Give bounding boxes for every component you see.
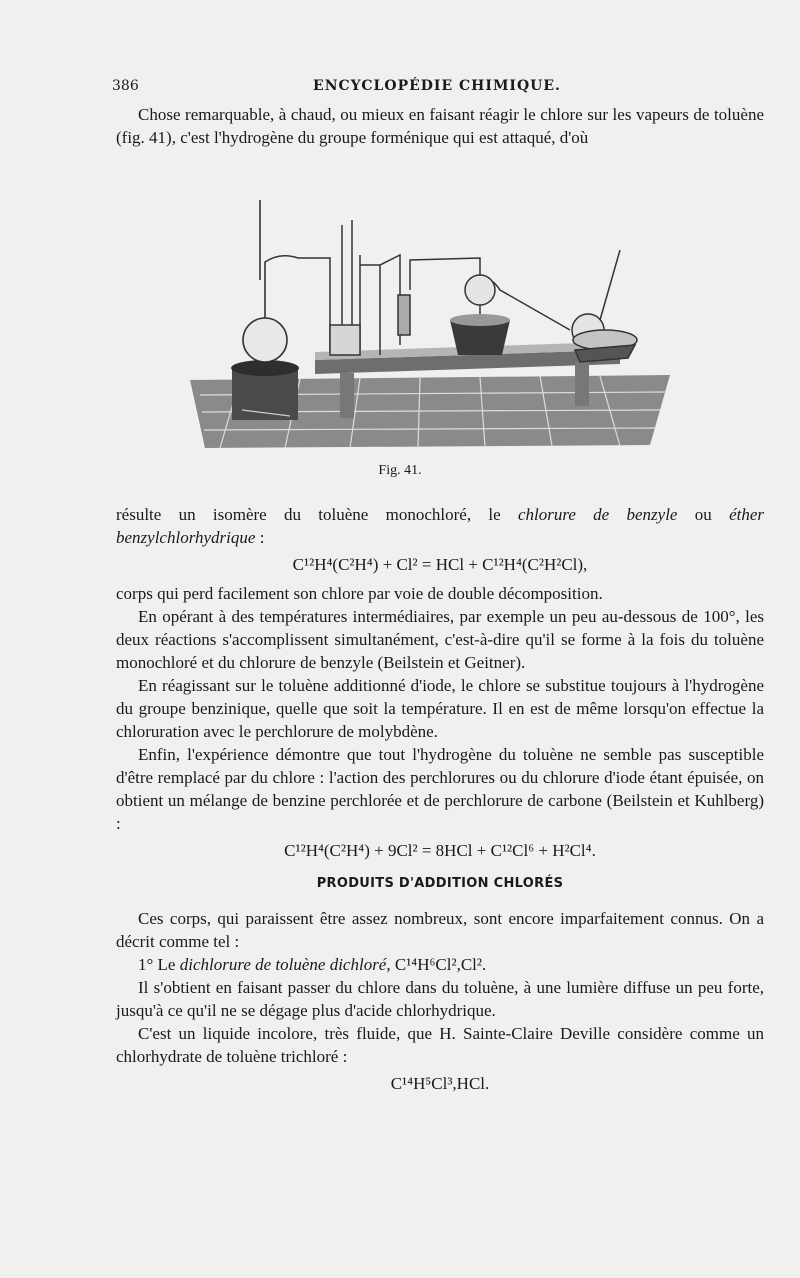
page-number: 386 — [112, 78, 139, 94]
formula-2: C¹²H⁴(C²H⁴) + 9Cl² = 8HCl + C¹²Cl⁶ + H²Cl⁴. — [284, 841, 596, 860]
paragraph-intro: Chose remarquable, à chaud, ou mieux en faisant réagir le chlore sur les vapeurs de toluène (fig. 41), c'est l'hydrogène du groupe forménique qui est attaqué, d'où — [116, 105, 764, 147]
result-tail: : — [255, 528, 265, 547]
figure-caption: Fig. 41. — [378, 463, 422, 478]
furnace-center — [450, 314, 510, 355]
glass-tubing — [298, 220, 480, 355]
paragraph-enfin: Enfin, l'expérience démontre que tout l'hydrogène du toluène ne semble pas susceptible d'être remplacé par du chlore : l'action des perchlorures ou du chlorure d'iode étant épuisée, on obtient un mélange de benzine perchlorée et de perchlorure de carbone (Beilstein et Kuhlberg) : — [116, 745, 764, 833]
term-dichlorure: dichlorure de toluène dichloré — [179, 955, 387, 974]
running-title: ENCYCLOPÉDIE CHIMIQUE. — [313, 78, 561, 94]
result-lead: résulte un isomère du toluène monochloré, le — [116, 505, 518, 524]
main-text — [116, 503, 764, 1101]
term-chlorure-benzyle: chlorure de benzyle — [517, 505, 678, 524]
item1-formula: , C¹⁴H⁶Cl²,Cl². — [386, 955, 487, 974]
page-header — [112, 78, 762, 100]
paragraph-corps: corps qui perd facilement son chlore par voie de double décomposition. — [116, 584, 603, 603]
paragraph-liquide: C'est un liquide incolore, très fluide, que H. Sainte-Claire Deville considère comme un chlorhydrate de toluène trichloré : — [116, 1024, 764, 1066]
paragraph-obtient: Il s'obtient en faisant passer du chlore dans du toluène, à une lumière diffuse un peu forte, jusqu'à ce qu'il ne se dégage plus d'acide chlorhydrique. — [116, 978, 764, 1020]
section-heading: PRODUITS D'ADDITION CHLORÉS — [316, 876, 564, 891]
formula-1: C¹²H⁴(C²H⁴) + Cl² = HCl + C¹²H⁴(C²H²Cl), — [292, 555, 588, 574]
paragraph-result — [116, 503, 764, 549]
list-item-1 — [116, 953, 764, 976]
flask-left — [243, 200, 298, 362]
formula-3: C¹⁴H⁵Cl³,HCl. — [390, 1074, 490, 1093]
item1-lead: 1° Le — [138, 955, 180, 974]
term-ether-benzylchlorhydrique: éther benzylchlorhydrique — [116, 505, 765, 547]
figure-41-illustration — [180, 180, 680, 450]
paragraph-ces-corps: Ces corps, qui paraissent être assez nombreux, sont encore imparfaitement connus. On a décrit comme tel : — [116, 909, 764, 951]
paragraph-reagissant: En réagissant sur le toluène additionné d'iode, le chlore se substitue toujours à l'hydrogène du groupe benzinique, quelle que soit la température. Il en est de même lorsqu'on effectue la chloruration avec le perchlorure de molybdène. — [116, 676, 764, 741]
result-middle: ou — [677, 505, 730, 524]
intro-text — [116, 103, 764, 149]
paragraph-operant: En opérant à des températures intermédiaires, par exemple un peu au-dessous de 100°, les deux réactions s'accomplissent simultanément, c'est-à-dire qu'il se forme à la fois du toluène monochloré et du chlorure de benzyle (Beilstein et Geitner). — [116, 607, 764, 672]
furnace-left — [231, 360, 299, 420]
